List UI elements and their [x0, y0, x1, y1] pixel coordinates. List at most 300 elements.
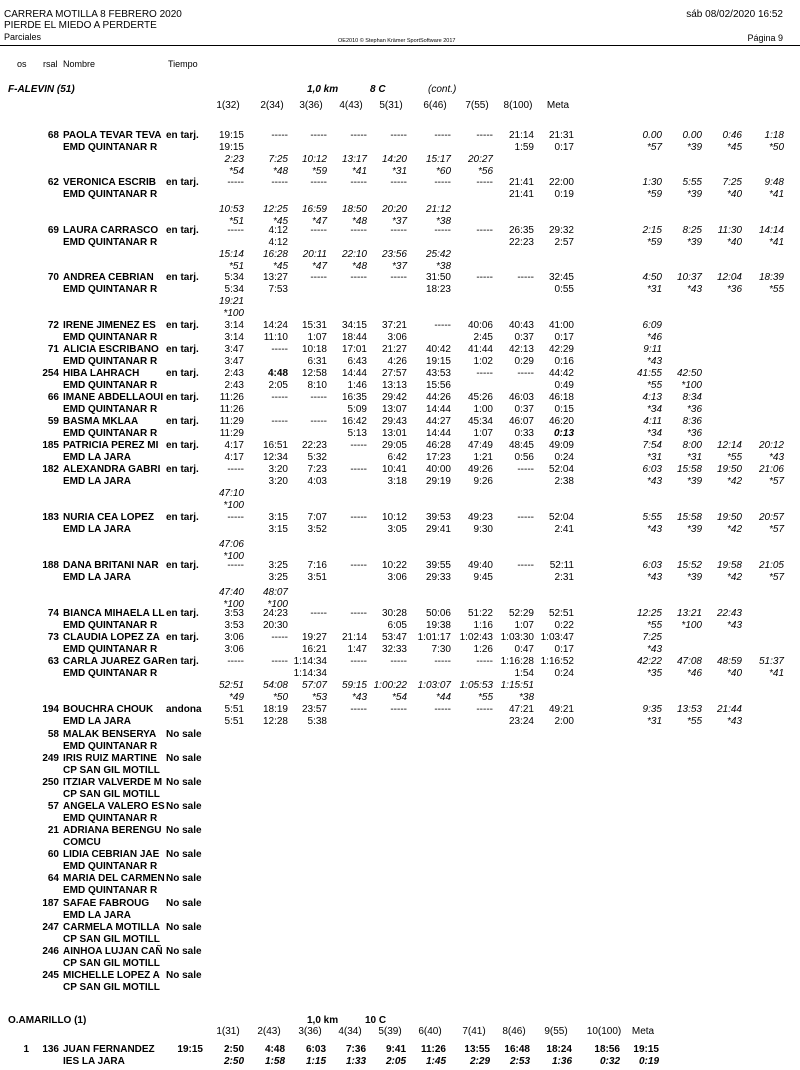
split-time: 3:18 — [387, 476, 407, 487]
extra-time: 25:42 — [425, 249, 451, 260]
col-header-name: Nombre — [63, 59, 96, 69]
page-number: Página 9 — [747, 33, 783, 43]
split-time: 2:45 — [473, 332, 493, 343]
final-position: 1 — [23, 1044, 29, 1055]
extra-rank: *47 — [311, 216, 327, 227]
course-length: 1,0 km — [307, 84, 339, 95]
cumulative-time: ----- — [271, 656, 288, 667]
cumulative-time: ----- — [271, 416, 288, 427]
cumulative-time: 40:06 — [467, 320, 493, 331]
cumulative-time: 52:29 — [508, 608, 534, 619]
cumulative-time: 16:48 — [504, 1044, 530, 1055]
bib-number: 71 — [47, 344, 59, 355]
cumulative-time: 5:55 — [682, 177, 702, 188]
runner-name: MARIA DEL CARMEN — [63, 873, 165, 884]
runner-name: CLAUDIA LOPEZ ZA — [63, 632, 160, 643]
runner-name: BIANCA MIHAELA LL — [63, 608, 165, 619]
club-name: EMD QUINTANAR R — [63, 404, 158, 415]
split-time: 6:05 — [387, 620, 407, 631]
status: en tarj. — [166, 272, 199, 283]
split-time: *46 — [686, 668, 702, 679]
cumulative-time: 48:45 — [508, 440, 534, 451]
split-time: 3:20 — [268, 476, 288, 487]
extra-time: 2:23 — [224, 154, 244, 165]
control-header: 4(34) — [338, 1026, 362, 1037]
bib-number: 72 — [47, 320, 59, 331]
extra-time: 47:06 — [218, 539, 244, 550]
split-time: *36 — [686, 428, 702, 439]
cumulative-time: 19:50 — [716, 512, 742, 523]
split-time: 1:07 — [307, 332, 327, 343]
extra-rank: *51 — [228, 261, 244, 272]
status: andona — [166, 704, 202, 715]
cumulative-time: 1:18 — [764, 130, 784, 141]
cumulative-time: ----- — [476, 272, 493, 283]
cumulative-time: ----- — [517, 368, 534, 379]
cumulative-time: 46:07 — [508, 416, 534, 427]
split-time: 7:30 — [431, 644, 451, 655]
split-time: 4:12 — [268, 237, 288, 248]
cumulative-time: 2:43 — [224, 368, 244, 379]
cumulative-time: 11:30 — [717, 225, 742, 236]
bib-number: 64 — [47, 873, 59, 884]
split-time: 8:10 — [307, 380, 327, 391]
club-name: EMD QUINTANAR R — [63, 813, 158, 824]
cumulative-time: ----- — [517, 512, 534, 523]
bib-number: 249 — [42, 753, 59, 764]
cumulative-time: ----- — [517, 464, 534, 475]
cumulative-time: 21:14 — [341, 632, 367, 643]
cumulative-time: 15:58 — [676, 512, 702, 523]
extra-rank: *37 — [391, 216, 407, 227]
col-header-pos: os — [17, 59, 27, 69]
extra-rank: *31 — [391, 166, 407, 177]
cumulative-time: 19:27 — [301, 632, 327, 643]
split-time: 0:16 — [554, 356, 574, 367]
cumulative-time: 16:35 — [341, 392, 367, 403]
extra-time: 16:28 — [262, 249, 288, 260]
cumulative-time: 11:26 — [420, 1044, 446, 1055]
cumulative-time: ----- — [271, 392, 288, 403]
split-time: 9:26 — [473, 476, 493, 487]
bib-number: 245 — [42, 970, 59, 981]
split-time: 1:36 — [551, 1056, 572, 1067]
cumulative-time: 40:42 — [425, 344, 451, 355]
extra-rank: *100 — [223, 551, 244, 562]
split-time: 2:50 — [223, 1056, 244, 1067]
cumulative-time: 52:04 — [548, 464, 574, 475]
cumulative-time: 37:21 — [381, 320, 407, 331]
split-time: 3:53 — [224, 620, 244, 631]
cumulative-time: 45:34 — [467, 416, 493, 427]
split-time: 1:58 — [264, 1056, 285, 1067]
course-length-2: 1,0 km — [307, 1015, 339, 1026]
cumulative-time: 10:37 — [676, 272, 702, 283]
status: en tarj. — [166, 177, 199, 188]
split-time: *100 — [681, 620, 702, 631]
split-time: *43 — [646, 476, 662, 487]
control-header: 4(43) — [339, 100, 363, 111]
extra-rank: *41 — [351, 166, 367, 177]
split-time: 9:30 — [473, 524, 493, 535]
status: en tarj. — [166, 368, 199, 379]
cumulative-time: 8:00 — [682, 440, 702, 451]
split-time: 11:29 — [219, 428, 244, 439]
cumulative-time: 19:15 — [633, 1044, 659, 1055]
status: en tarj. — [166, 560, 199, 571]
split-time: 5:38 — [307, 716, 327, 727]
split-time: *43 — [768, 452, 784, 463]
cumulative-time: 39:53 — [425, 512, 451, 523]
club-name: EMD QUINTANAR R — [63, 380, 158, 391]
split-time: 5:09 — [347, 404, 367, 415]
split-time: 0:15 — [554, 404, 574, 415]
bib-number: 63 — [47, 656, 59, 667]
split-time: 2:29 — [469, 1056, 490, 1067]
extra-rank: *100 — [223, 599, 244, 610]
extra-time: 16:59 — [301, 204, 327, 215]
cumulative-time: 51:37 — [758, 656, 784, 667]
split-time: 1:54 — [514, 668, 534, 679]
cumulative-time: 6:03 — [305, 1044, 326, 1055]
cumulative-time: 18:19 — [262, 704, 288, 715]
split-time: 0:47 — [514, 644, 534, 655]
cumulative-time: 14:24 — [262, 320, 288, 331]
extra-time: 10:12 — [301, 154, 327, 165]
cumulative-time: 4:48 — [267, 368, 288, 379]
extra-time: 15:14 — [218, 249, 244, 260]
cumulative-time: 3:47 — [224, 344, 244, 355]
split-time: *55 — [646, 620, 662, 631]
extra-time: 23:56 — [381, 249, 407, 260]
extra-time: 14:20 — [381, 154, 407, 165]
split-time: 14:44 — [425, 404, 451, 415]
cumulative-time: 1:16:52 — [540, 656, 574, 667]
split-time: 19:15 — [425, 356, 451, 367]
split-time: 4:03 — [307, 476, 327, 487]
split-time: 0:17 — [554, 142, 574, 153]
cumulative-time: 22:43 — [716, 608, 742, 619]
cumulative-time: ----- — [350, 272, 367, 283]
status: en tarj. — [166, 392, 199, 403]
split-time: *39 — [686, 237, 702, 248]
cumulative-time: 16:51 — [262, 440, 288, 451]
split-time: 3:06 — [387, 332, 407, 343]
split-time: *42 — [726, 524, 742, 535]
cumulative-time: 12:14 — [716, 440, 742, 451]
cumulative-time: ----- — [434, 130, 451, 141]
split-time: *100 — [681, 380, 702, 391]
control-header: 9(55) — [544, 1026, 568, 1037]
runner-name: ALEXANDRA GABRI — [63, 464, 161, 475]
runner-name: LIDIA CEBRIAN JAE — [63, 849, 160, 860]
cumulative-time: 19:50 — [716, 464, 742, 475]
cumulative-time: 8:25 — [682, 225, 702, 236]
cumulative-time: 12:25 — [636, 608, 662, 619]
cumulative-time: ----- — [517, 272, 534, 283]
club-name: CP SAN GIL MOTILL — [63, 789, 160, 800]
split-time: 9:45 — [473, 572, 493, 583]
split-time: *39 — [686, 524, 702, 535]
split-time: 29:33 — [425, 572, 451, 583]
extra-rank: *54 — [391, 692, 407, 703]
extra-time: 47:10 — [218, 488, 244, 499]
runner-name: PATRICIA PEREZ MI — [63, 440, 159, 451]
extra-rank: *38 — [435, 216, 451, 227]
cumulative-time: 8:34 — [682, 392, 702, 403]
status: No sale — [166, 825, 202, 836]
extra-time: 1:05:53 — [459, 680, 493, 691]
cumulative-time: 26:35 — [508, 225, 534, 236]
club-name: EMD QUINTANAR R — [63, 620, 158, 631]
cumulative-time: 2:50 — [223, 1044, 244, 1055]
extra-time: 21:12 — [425, 204, 451, 215]
extra-rank: *48 — [351, 216, 367, 227]
cumulative-time: 52:51 — [548, 608, 574, 619]
split-time: *39 — [686, 572, 702, 583]
cumulative-time: 41:44 — [467, 344, 493, 355]
cumulative-time: 6:09 — [642, 320, 662, 331]
extra-time: 47:40 — [218, 587, 244, 598]
bib-number: 59 — [47, 416, 59, 427]
cumulative-time: 21:44 — [716, 704, 742, 715]
split-time: 1:47 — [347, 644, 367, 655]
split-time: *39 — [686, 189, 702, 200]
extra-rank: *43 — [351, 692, 367, 703]
split-time: 0:17 — [554, 644, 574, 655]
split-time: *57 — [768, 524, 784, 535]
bib-number: 70 — [47, 272, 59, 283]
cumulative-time: 21:14 — [508, 130, 534, 141]
split-time: 6:43 — [347, 356, 367, 367]
cumulative-time: 3:25 — [268, 560, 288, 571]
control-header: Meta — [546, 100, 570, 111]
split-time: *55 — [768, 284, 784, 295]
cumulative-time: 5:34 — [224, 272, 244, 283]
final-name: JUAN FERNANDEZ — [63, 1044, 155, 1055]
cumulative-time: 44:27 — [425, 416, 451, 427]
extra-rank: *48 — [351, 261, 367, 272]
cumulative-time: 50:06 — [425, 608, 451, 619]
extra-rank: *100 — [223, 308, 244, 319]
split-time: 29:19 — [425, 476, 451, 487]
split-time: 15:56 — [425, 380, 451, 391]
runner-name: BOUCHRA CHOUK — [63, 704, 154, 715]
split-time: *34 — [646, 404, 662, 415]
split-time: 0:19 — [554, 189, 574, 200]
cumulative-time: ----- — [476, 225, 493, 236]
cumulative-time: 15:52 — [676, 560, 702, 571]
extra-time: 10:53 — [218, 204, 244, 215]
extra-rank: *100 — [223, 500, 244, 511]
split-time: 0:24 — [554, 668, 574, 679]
cumulative-time: ----- — [310, 130, 327, 141]
extra-time: 57:07 — [301, 680, 327, 691]
cumulative-time: 53:47 — [381, 632, 407, 643]
cumulative-time: ----- — [350, 656, 367, 667]
cumulative-time: ----- — [310, 608, 327, 619]
bib-number: 62 — [47, 177, 59, 188]
split-time: *39 — [686, 476, 702, 487]
final-dorsal: 136 — [42, 1044, 59, 1055]
cumulative-time: 46:03 — [508, 392, 534, 403]
club-name: EMD QUINTANAR R — [63, 861, 158, 872]
cumulative-time: 42:13 — [508, 344, 534, 355]
extra-time: 59:15 — [341, 680, 367, 691]
cumulative-time: 49:26 — [467, 464, 493, 475]
split-time: 1:15 — [305, 1056, 326, 1067]
cumulative-time: 4:11 — [643, 416, 662, 427]
club-name: EMD QUINTANAR R — [63, 332, 158, 343]
cumulative-time: 18:56 — [594, 1044, 620, 1055]
cumulative-time: 4:13 — [642, 392, 662, 403]
status: en tarj. — [166, 440, 199, 451]
cumulative-time: ----- — [310, 272, 327, 283]
extra-rank: *59 — [311, 166, 327, 177]
control-header: 10(100) — [586, 1026, 622, 1037]
cumulative-time: 21:05 — [758, 560, 784, 571]
cumulative-time: ----- — [227, 464, 244, 475]
split-time: 0:22 — [554, 620, 574, 631]
split-time: 1:00 — [473, 404, 493, 415]
cumulative-time: ----- — [434, 225, 451, 236]
split-time: *40 — [726, 189, 742, 200]
cumulative-time: 4:48 — [264, 1044, 285, 1055]
split-time: 3:14 — [224, 332, 244, 343]
runner-name: ALICIA ESCRIBANO — [63, 344, 159, 355]
cumulative-time: ----- — [227, 560, 244, 571]
runner-name: ANGELA VALERO ES — [63, 801, 165, 812]
split-time: 2:43 — [224, 380, 244, 391]
cumulative-time: 9:11 — [643, 344, 662, 355]
club-name: CP SAN GIL MOTILL — [63, 958, 160, 969]
bib-number: 194 — [42, 704, 59, 715]
cumulative-time: 11:29 — [219, 416, 244, 427]
split-time: 5:32 — [307, 452, 327, 463]
cumulative-time: 31:50 — [425, 272, 451, 283]
bib-number: 69 — [47, 225, 59, 236]
split-time: *55 — [726, 452, 742, 463]
split-time: 0:24 — [554, 452, 574, 463]
split-time: 1:02 — [473, 356, 493, 367]
cumulative-time: 15:58 — [676, 464, 702, 475]
runner-name: NURIA CEA LOPEZ — [63, 512, 154, 523]
split-time: *43 — [726, 716, 742, 727]
cumulative-time: ----- — [517, 560, 534, 571]
cumulative-time: 17:01 — [341, 344, 367, 355]
extra-rank: *38 — [435, 261, 451, 272]
control-header: 1(31) — [216, 1026, 240, 1037]
status: en tarj. — [166, 608, 199, 619]
split-time: 32:33 — [381, 644, 407, 655]
split-time: 16:21 — [301, 644, 327, 655]
bib-number: 187 — [42, 898, 59, 909]
cumulative-time: ----- — [271, 130, 288, 141]
control-header: 3(36) — [298, 1026, 322, 1037]
cumulative-time: 13:21 — [676, 608, 702, 619]
split-time: 3:52 — [307, 524, 327, 535]
cumulative-time: 5:55 — [642, 512, 662, 523]
cumulative-time: 0:46 — [722, 130, 742, 141]
split-time: 13:07 — [381, 404, 407, 415]
report-section: Parciales — [4, 32, 42, 42]
cumulative-time: 16:42 — [341, 416, 367, 427]
cumulative-time: 1:01:17 — [417, 632, 451, 643]
cumulative-time: ----- — [350, 608, 367, 619]
split-time: 4:17 — [224, 452, 244, 463]
club-name: EMD LA JARA — [63, 572, 131, 583]
cumulative-time: 52:11 — [549, 560, 574, 571]
runner-name: LAURA CARRASCO — [63, 225, 159, 236]
cumulative-time: ----- — [476, 177, 493, 188]
split-time: 14:44 — [425, 428, 451, 439]
cumulative-time: ----- — [434, 320, 451, 331]
extra-time: 20:27 — [467, 154, 493, 165]
cumulative-time: 15:31 — [301, 320, 327, 331]
club-name: EMD QUINTANAR R — [63, 428, 158, 439]
split-time: *46 — [646, 332, 662, 343]
cumulative-time: ----- — [476, 704, 493, 715]
club-name: CP SAN GIL MOTILL — [63, 765, 160, 776]
split-time: 19:15 — [218, 142, 244, 153]
split-time: 0:56 — [514, 452, 534, 463]
cumulative-time: 44:42 — [548, 368, 574, 379]
split-time: 20:30 — [262, 620, 288, 631]
extra-time: 48:07 — [262, 587, 288, 598]
split-time: 18:23 — [425, 284, 451, 295]
split-time: *55 — [646, 380, 662, 391]
split-time: *36 — [726, 284, 742, 295]
control-header: 7(55) — [465, 100, 489, 111]
cumulative-time: 20:12 — [758, 440, 784, 451]
split-time: 29:41 — [425, 524, 451, 535]
split-time: *57 — [768, 476, 784, 487]
split-time: 1:46 — [347, 380, 367, 391]
cumulative-time: ----- — [310, 177, 327, 188]
split-time: 19:38 — [425, 620, 451, 631]
split-time: 11:26 — [219, 404, 244, 415]
control-header: 7(41) — [462, 1026, 486, 1037]
split-time: 13:13 — [381, 380, 407, 391]
cumulative-time: ----- — [434, 656, 451, 667]
cumulative-time: ----- — [310, 225, 327, 236]
cumulative-time: ----- — [390, 704, 407, 715]
club-name: EMD QUINTANAR R — [63, 668, 158, 679]
cumulative-time: 21:31 — [548, 130, 574, 141]
control-header: 1(32) — [216, 100, 240, 111]
club-name: COMCU — [63, 837, 101, 848]
split-time: 2:53 — [509, 1056, 530, 1067]
controls-count-2: 10 C — [365, 1015, 387, 1026]
split-time: 4:26 — [387, 356, 407, 367]
split-time: 0:37 — [514, 404, 534, 415]
cumulative-time: ----- — [434, 704, 451, 715]
cumulative-time: 10:18 — [301, 344, 327, 355]
extra-rank: *37 — [391, 261, 407, 272]
split-time: 13:01 — [381, 428, 407, 439]
extra-rank: *48 — [272, 166, 288, 177]
extra-time: 15:17 — [425, 154, 451, 165]
cumulative-time: 4:12 — [268, 225, 288, 236]
runner-name: MALAK BENSERYA — [63, 729, 157, 740]
cumulative-time: 7:54 — [642, 440, 662, 451]
split-time: 5:13 — [347, 428, 367, 439]
extra-time: 52:51 — [218, 680, 244, 691]
cumulative-time: ----- — [350, 704, 367, 715]
club-name: EMD QUINTANAR R — [63, 356, 158, 367]
bib-number: 247 — [42, 922, 59, 933]
split-time: 3:47 — [224, 356, 244, 367]
